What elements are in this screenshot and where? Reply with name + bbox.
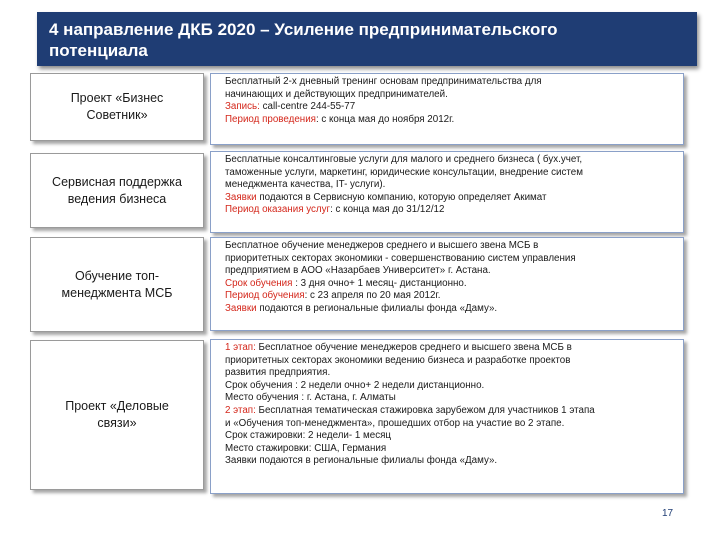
detail-line bbox=[225, 455, 675, 468]
detail-text: : с конца мая до ноября 2012г. bbox=[315, 113, 455, 125]
slide-title: 4 направление ДКБ 2020 – Усиление предпринимательского потенциала bbox=[49, 20, 558, 60]
detail-line bbox=[225, 443, 675, 456]
detail-line bbox=[225, 303, 675, 316]
detail-line bbox=[225, 179, 675, 192]
detail-line bbox=[225, 367, 675, 380]
detail-line bbox=[225, 405, 675, 418]
row-label: Обучение топ- менеджмента МСБ bbox=[61, 268, 173, 300]
detail-text: подаются в Сервисную компанию, которую определяет Акимат bbox=[256, 191, 547, 203]
row-label-box bbox=[30, 153, 204, 228]
detail-text: Бесплатная тематическая стажировка зарубежом для участников 1 этапа bbox=[255, 404, 595, 416]
detail-text: развития предприятия. bbox=[225, 367, 331, 379]
highlight-label: 2 этап: bbox=[225, 404, 256, 416]
detail-text: Место обучения : г. Астана, г. Алматы bbox=[225, 392, 396, 404]
row-label: Проект «Деловые связи» bbox=[65, 399, 169, 430]
detail-line bbox=[225, 89, 675, 102]
detail-text: Место стажировки: США, Германия bbox=[225, 442, 387, 454]
row-detail-box bbox=[210, 73, 684, 145]
row-label: Сервисная поддержка ведения бизнеса bbox=[52, 174, 182, 206]
detail-text: Бесплатный 2-х дневный тренинг основам предпринимательства для bbox=[225, 76, 542, 87]
detail-line bbox=[225, 418, 675, 431]
detail-text: : с 23 апреля по 20 мая 2012г. bbox=[304, 290, 441, 302]
detail-line bbox=[225, 192, 675, 205]
row-label: Проект «Бизнес Советник» bbox=[70, 91, 164, 122]
row-label-box bbox=[30, 237, 204, 332]
detail-line bbox=[225, 114, 675, 127]
detail-text: Бесплатное обучение менеджеров среднего и высшего звена МСБ в bbox=[225, 240, 539, 251]
detail-line bbox=[225, 392, 675, 405]
detail-text: подаются в региональные филиалы фонда «Даму». bbox=[256, 302, 498, 314]
detail-text: : с конца мая до 31/12/12 bbox=[330, 204, 445, 216]
detail-text: таможенные услуги, маркетинг, юридические консультации, внедрение систем bbox=[225, 166, 583, 178]
detail-line bbox=[225, 355, 675, 368]
highlight-label: Запись: bbox=[225, 101, 260, 113]
detail-text: : 3 дня очно+ 1 месяц- дистанционно. bbox=[292, 277, 467, 289]
detail-text: начинающих и действующих предпринимателей. bbox=[225, 88, 448, 100]
detail-text: приоритетных секторах экономики ведению бизнеса и разработке проектов bbox=[225, 354, 571, 366]
highlight-label: Период обучения bbox=[225, 290, 305, 302]
row-detail-box bbox=[210, 339, 684, 494]
detail-text: предприятием в АОО «Назарбаев Университет» г. Астана. bbox=[225, 265, 491, 277]
detail-line bbox=[225, 167, 675, 180]
detail-text: Заявки подаются в региональные филиалы фонда «Даму». bbox=[225, 455, 498, 467]
detail-text: приоритетных секторах экономики - совершенствованию систем управления bbox=[225, 252, 576, 264]
detail-line bbox=[225, 101, 675, 114]
page-number: 17 bbox=[662, 508, 674, 519]
row-label-box bbox=[30, 340, 204, 490]
detail-line bbox=[225, 342, 675, 355]
detail-line bbox=[225, 253, 675, 266]
highlight-label: 1 этап: bbox=[225, 342, 256, 353]
detail-line bbox=[225, 278, 675, 291]
slide-title-bar bbox=[37, 12, 697, 66]
row-detail-box bbox=[210, 237, 684, 331]
detail-line bbox=[225, 204, 675, 217]
detail-line bbox=[225, 76, 675, 89]
detail-text: менеджмента качества, IT- услуги). bbox=[225, 179, 386, 191]
highlight-label: Срок обучения bbox=[225, 277, 293, 289]
detail-line bbox=[225, 380, 675, 393]
highlight-label: Период проведения bbox=[225, 113, 316, 125]
highlight-label: Период оказания услуг bbox=[225, 204, 331, 216]
row-detail-box bbox=[210, 151, 684, 233]
detail-text: call-centre 244-55-77 bbox=[259, 101, 356, 113]
row-label-box bbox=[30, 73, 204, 141]
highlight-label: Заявки bbox=[225, 302, 257, 314]
detail-line bbox=[225, 265, 675, 278]
detail-line bbox=[225, 430, 675, 443]
detail-text: Бесплатные консалтинговые услуги для малого и среднего бизнеса ( бух.учет, bbox=[225, 154, 583, 165]
detail-text: Срок стажировки: 2 недели- 1 месяц bbox=[225, 430, 392, 442]
detail-line bbox=[225, 154, 675, 167]
detail-line bbox=[225, 290, 675, 303]
detail-text: и «Обучения топ-менеджмента», прошедших отбор на участие во 2 этапе. bbox=[225, 417, 565, 429]
detail-line bbox=[225, 240, 675, 253]
detail-text: Срок обучения : 2 недели очно+ 2 недели дистанционно. bbox=[225, 379, 485, 391]
detail-text: Бесплатное обучение менеджеров среднего и высшего звена МСБ в bbox=[255, 342, 572, 353]
highlight-label: Заявки bbox=[225, 191, 257, 203]
